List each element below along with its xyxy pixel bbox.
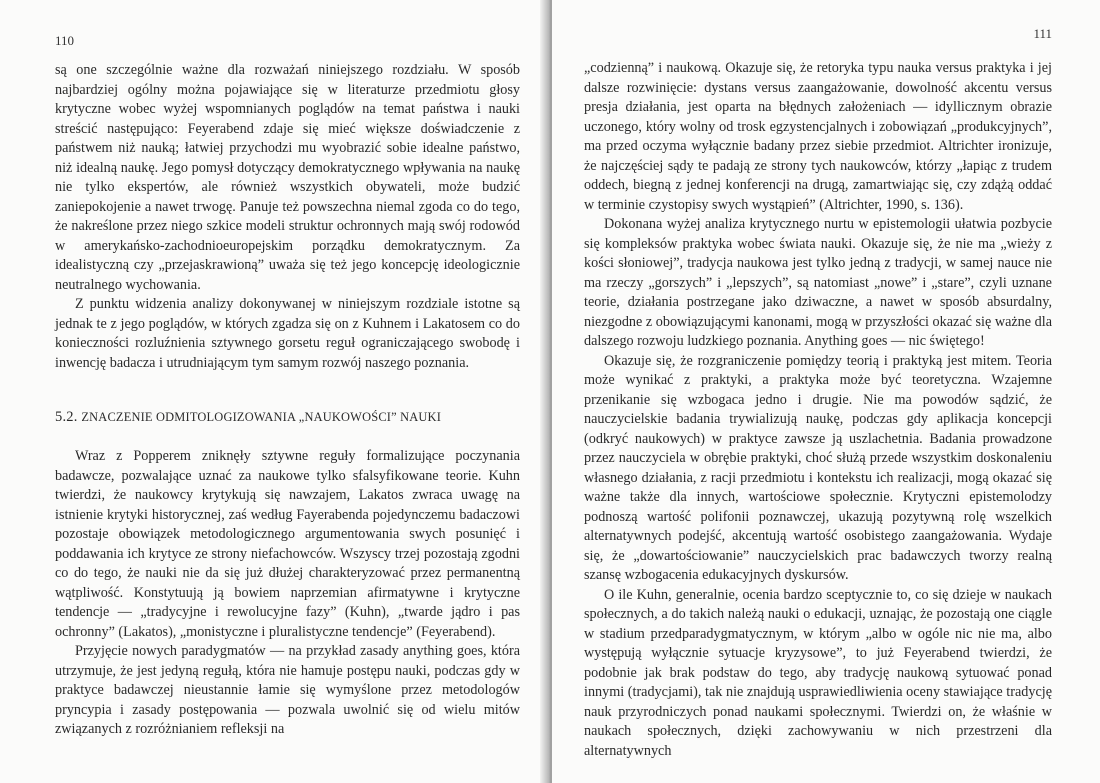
section-number: 5.2.: [55, 409, 78, 425]
paragraph: są one szczególnie ważne dla rozważań niniejszego rozdziału. W sposób najbardziej ogólny można pojawiające się w literaturze przedmiotu głosy krytyczne wobec wyżej wspomnianych poglądów na temat państwa i nauki streścić następująco: Feyerabend zdaje się mieć większe doświadczenie z państwem niż nauką; łatwiej przychodzi mu wyobrazić sobie idealne państwo, niż idealną naukę. Jego pomysł dotyczący demokratycznego wpływania na naukę nie tylko ekspertów, ale również wszystkich obywateli, może budzić zaniepokojenie a nawet trwogę. Panuje też powszechna niemal zgoda co do tego, że nakreślone przez niego szkice modeli struktur ochronnych mają swój rodowód w amerykańsko-zachodnioeuropejskim porządku demokratycznym. Za idealistyczną czy „przejaskrawioną” uważa się też jego koncepcję ideologicznie neutralnego wychowania.: [55, 62, 520, 293]
page-number: 111: [1033, 26, 1052, 41]
paragraph: Z punktu widzenia analizy dokonywanej w niniejszym rozdziale istotne są jednak te z jego poglądów, w których zgadza się on z Kuhnem i Lakatosem co do konieczności rozluźnienia sztywnego gorsetu reguł ograniczającego swobodę i inwencję badacza i utrudniającym tym samym rozwój naszego poznania.: [55, 296, 520, 371]
body-text: [584, 59, 1052, 761]
paragraph: „codzienną” i naukową. Okazuje się, że retoryka typu nauka versus praktyka i jej dalsze rozwinięcie: dystans versus zaangażowanie, dowolność akcentu versus presja działania, jest oparta na błędnych założeniach — idyllicznym obrazie uczonego, który wolny od trosk egzystencjalnych i zobowiązań „produkcyjnych”, ma przed oczyma wyłącznie badany przez siebie przedmiot. Altrichter ironizuje, że najczęściej sądy te padają ze strony tych naukowców, którzy „łapiąc z trudem oddech, biegną z jednej konferencji na drugą, zamartwiając się, czy zdążą oddać w terminie czystopisy swych wystąpień” (Altrichter, 1990, s. 136).: [584, 60, 1052, 213]
section-title: ZNACZENIE ODMITOLOGIZOWANIA „NAUKOWOŚCI” NAUKI: [81, 410, 442, 424]
paragraph: Wraz z Popperem zniknęły sztywne reguły formalizujące poczynania badawcze, pozwalające uznać za naukowe tylko sfalsyfikowane teorie. Kuhn twierdzi, że naukowcy krytykują się nawzajem, Lakatos zwraca uwagę na istnienie krytyki historycznej, zaś według Fayerabenda pojedynczemu badaczowi pozostaje obowiązek metodologicznego argumentowania swych posunięć i poddawania ich krytyce ze strony niefachowców. Wszyscy trzej pozostają zgodni co do tego, że nauki nie da się już dłużej charakteryzować przez permanentną wątpliwość. Konstytuują ją bowiem naprzemian afirmatywne i krytyczne tendencje — „tradycyjne i rewolucyjne fazy” (Kuhn), „twarde jądro i pas ochronny” (Lakatos), „monistyczne i pluralistyczne tendencje” (Feyerabend).: [55, 448, 520, 640]
page-number: 110: [55, 33, 75, 48]
paragraph: Dokonana wyżej analiza krytycznego nurtu w epistemologii ułatwia pozbycie się kompleksów praktyka wobec świata nauki. Okazuje się, że nie ma „wieży z kości słoniowej”, tradycja naukowa jest tylko jedną z tradycji, w samej nauce nie ma rzeczy „gorszych” i „lepszych”, są natomiast „nowe” i „stare”, czyli uznane teorie, działania postrzegane jako dziwaczne, a nawet w sposób absurdalny, niezgodne z obowiązującymi kanonami, mogą w przyszłości okazać się ważne dla dalszego rozwoju ludzkiego poznania. Anything goes — nic świętego!: [584, 216, 1052, 349]
paragraph: Przyjęcie nowych paradygmatów — na przykład zasady anything goes, która utrzymuje, że jest jedyną regułą, która nie hamuje postępu nauki, podczas gdy w praktyce badawczej nieustannie łamie się wymyślone przez metodologów pryncypia i zasady postępowania — pozwala uwolnić się od wielu mitów związanych z rozróżnianiem refleksji na: [55, 643, 520, 737]
right-page: [552, 0, 1100, 783]
body-text: [55, 61, 520, 740]
paragraph: Okazuje się, że rozgraniczenie pomiędzy teorią i praktyką jest mitem. Teoria może wynikać z praktyki, a praktyka może być teoretyczna. Wzajemne przenikanie się wzbogaca jedno i drugie. Nie ma powodów sądzić, że nauczycielskie badania trywializują naukę, podczas gdy aplikacja koncepcji (odkryć naukowych) w praktyce zawsze ją uszlachetnia. Badania prowadzone przez nauczyciela w obrębie praktyki, choć służą przede wszystkim doskonaleniu własnego działania, z racji przedmiotu i kontekstu ich realizacji, mogą okazać się ważne także dla innych, wartościowe społecznie. Krytyczni epistemolodzy podnoszą wartość polifonii poznawczej, ukazują pozytywną rolę wszelkich alternatywnych podejść, akcentują wartość osobistego zaangażowania. Wydaje się, że „dowartościowanie” nauczycielskich prac badawczych tworzy realną szansę wzbogacenia edukacyjnych dyskursów.: [584, 352, 1052, 583]
left-page: [0, 0, 548, 783]
paragraph: O ile Kuhn, generalnie, ocenia bardzo sceptycznie to, co się dzieje w naukach społecznych, a do takich należą nauki o edukacji, uznając, że pozostają one ciągle w stadium przedparadygmatycznym, w którym „albo w ogóle nic nie ma, albo występują wyłącznie sytuacje kryzysowe”, to już Feyerabend twierdzi, że podobnie jak brak podstaw do tego, aby tradycję naukową sytuować ponad innymi (tradycjami), tak nie znajdują usprawiedliwienia oceny stawiające tradycję nauk przyrodniczych ponad naukami społecznymi. Twierdzi on, że właśnie w naukach społecznych, dzięki zachowywaniu w nich przestrzeni dla alternatywnych: [584, 586, 1052, 759]
section-heading: [55, 409, 520, 426]
